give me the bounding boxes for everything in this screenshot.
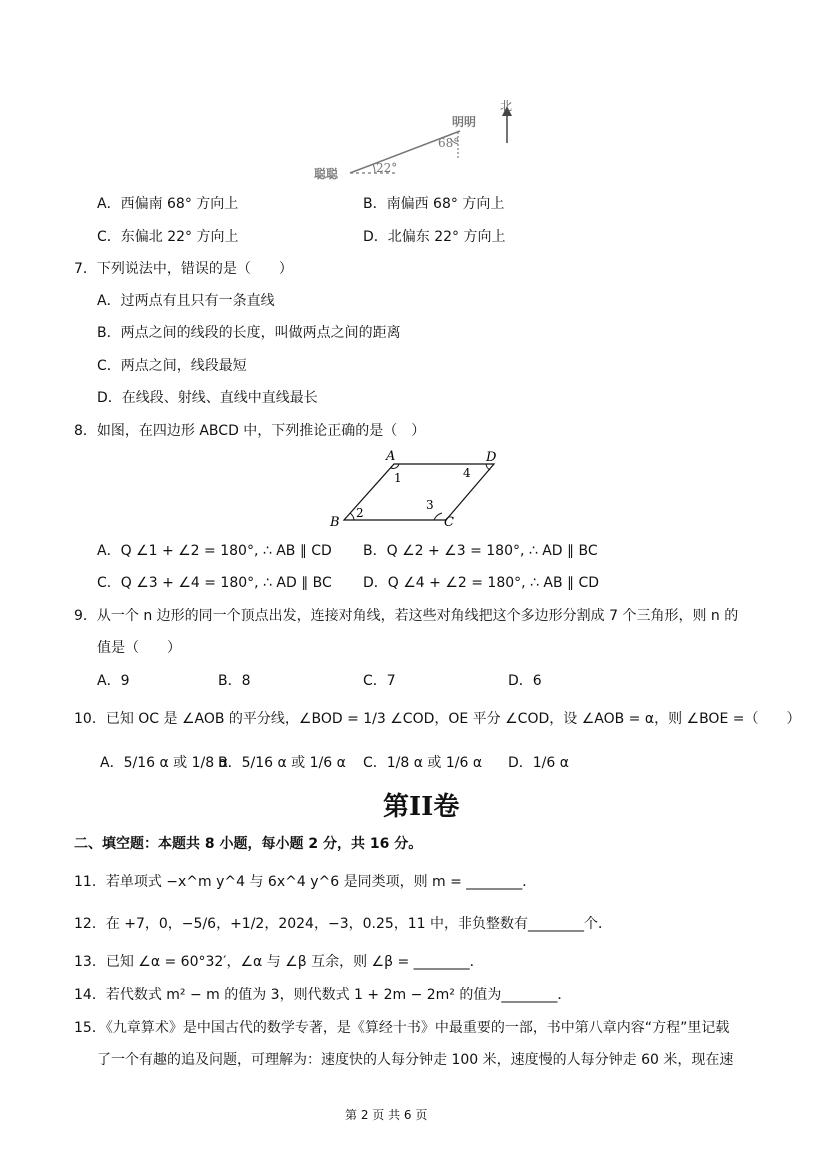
q10-option-a: A．5/16 α 或 1/8 α [100,755,228,771]
q7-option-a: A．过两点有且只有一条直线 [97,293,275,309]
vertex-d: D [486,450,497,465]
angle-22-label: 22° [376,161,398,175]
page-footer: 第 2 页 共 6 页 [345,1108,428,1122]
q14: 14．若代数式 m² − m 的值为 3，则代数式 1 + 2m − 2m² 的值为________． [74,987,572,1003]
q6-option-d: D．北偏东 22° 方向上 [363,229,506,245]
q10-option-d: D．1/6 α [508,755,569,771]
angle-4: 4 [463,466,471,480]
q6-option-b: B．南偏西 68° 方向上 [363,196,505,212]
vertex-b: B [330,515,340,530]
q8-option-d: D．Q ∠4 + ∠2 = 180°, ∴ AB ∥ CD [363,575,600,591]
q9-stem-line2: 值是（ ） [97,640,181,656]
vertex-c: C [444,515,454,530]
q8-stem: 8．如图，在四边形 ABCD 中，下列推论正确的是（ ） [74,423,426,439]
fill-in-section-heading: 二、填空题：本题共 8 小题，每小题 2 分，共 16 分。 [74,836,423,852]
q15-line2: 了一个有趣的追及问题，可理解为：速度快的人每分钟走 100 米，速度慢的人每分钟走 60 米，现在速 [97,1052,734,1068]
mingming-label: 明明 [452,115,477,129]
angle-3: 3 [426,498,434,512]
angle-68-label: 68° [438,136,460,150]
q7-stem: 7．下列说法中，错误的是（ ） [74,261,293,277]
angle-1: 1 [394,471,402,485]
q10-option-b: B．5/16 α 或 1/6 α [218,755,346,771]
parallelogram-figure [326,446,506,532]
q10-option-c: C．1/8 α 或 1/6 α [363,755,483,771]
q11: 11．若单项式 −x^m y^4 与 6x^4 y^6 是同类项，则 m = ________． [74,874,537,890]
q7-option-d: D．在线段、射线、直线中直线最长 [97,390,318,406]
direction-figure [300,98,530,182]
q9-option-a: A．9 [97,673,130,689]
q9-option-c: C．7 [363,673,396,689]
congcong-label: 聪聪 [314,167,339,181]
q12: 12．在 +7，0，−5/6，+1/2，2024，−3，0.25，11 中，非负整数有________个． [74,916,613,932]
q15-line1: 15．《九章算术》是中国古代的数学专著，是《算经十书》中最重要的一部，书中第八章内容“方程”里记载 [74,1020,730,1036]
part-two-title: 第II卷 [383,792,460,822]
north-label: 北 [500,99,513,113]
q9-option-b: B．8 [218,673,251,689]
q8-option-a: A．Q ∠1 + ∠2 = 180°, ∴ AB ∥ CD [97,543,332,559]
vertex-a: A [386,449,396,464]
q6-option-c: C．东偏北 22° 方向上 [97,229,239,245]
q9-option-d: D．6 [508,673,542,689]
q8-option-c: C．Q ∠3 + ∠4 = 180°, ∴ AD ∥ BC [97,575,332,591]
q7-option-b: B．两点之间的线段的长度，叫做两点之间的距离 [97,325,401,341]
q9-stem-line1: 9．从一个 n 边形的同一个顶点出发，连接对角线，若这些对角线把这个多边形分割成 7 个三角形，则 n 的 [74,608,739,624]
q7-option-c: C．两点之间，线段最短 [97,358,247,374]
q13: 13．已知 ∠α = 60°32′，∠α 与 ∠β 互余，则 ∠β = ________． [74,954,484,970]
q10-stem: 10．已知 OC 是 ∠AOB 的平分线，∠BOD = 1/3 ∠COD，OE 平分 ∠COD，设 ∠AOB = α，则 ∠BOE =（ ） [74,711,801,727]
angle-2: 2 [356,506,364,520]
q8-option-b: B．Q ∠2 + ∠3 = 180°, ∴ AD ∥ BC [363,543,598,559]
q6-option-a: A．西偏南 68° 方向上 [97,196,239,212]
